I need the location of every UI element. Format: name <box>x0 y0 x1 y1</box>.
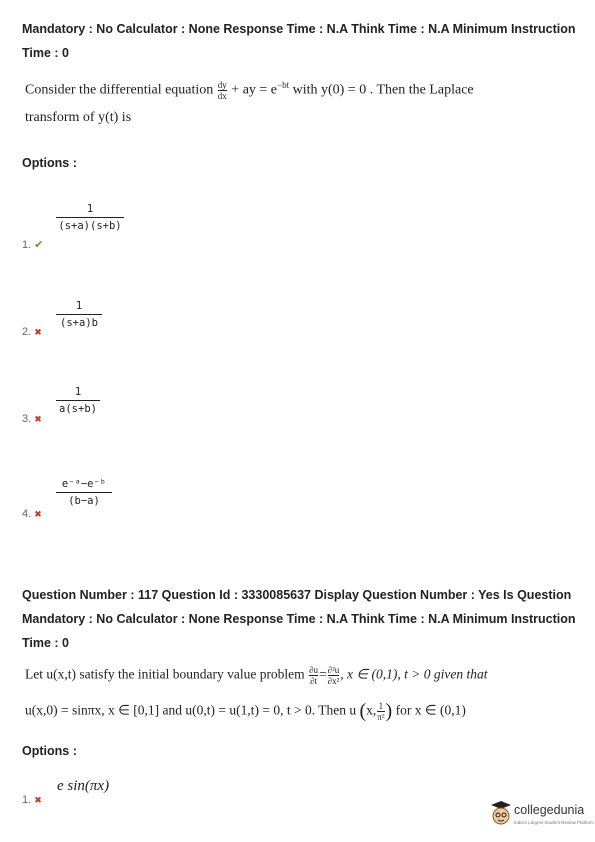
q117-line2-b: for x ∈ (0,1) <box>395 702 466 718</box>
q116-option1-fraction <box>56 203 124 232</box>
logo-tagline: India's Largest Student Review Platform <box>514 820 594 825</box>
q116-option3-fraction <box>56 386 100 415</box>
q117-option1-text: e sin(πx) <box>57 778 110 794</box>
q117-arg-fraction <box>377 701 384 722</box>
q116-option4[interactable] <box>22 508 42 520</box>
q116-option1-numerator: 1 <box>86 203 94 215</box>
q117-options-label: Options : <box>22 744 77 758</box>
q116-question-line2: transform of y(t) is <box>25 110 132 125</box>
q117-meta-line1: Question Number : 117 Question Id : 3330085637 Display Question Number : Yes Is Question <box>22 588 572 602</box>
q116-option2-number: 2. <box>22 326 32 338</box>
collegedunia-logo <box>490 798 594 832</box>
q116-option3-numerator: 1 <box>74 386 82 398</box>
q117-meta-line3: Time : 0 <box>22 636 70 650</box>
q116-option1-denominator: (s+a)(s+b) <box>56 217 124 232</box>
q116-frac-den: dx <box>217 91 227 101</box>
q117-pd2-den: ∂x² <box>327 676 340 686</box>
cross-icon: ✖ <box>34 327 42 337</box>
q116-option3[interactable] <box>22 413 42 425</box>
q116-text-a: Consider the differential equation <box>25 82 214 98</box>
q116-option2[interactable] <box>22 326 42 338</box>
q116-text-c: with y(0) = 0 . Then the Laplace <box>292 82 474 98</box>
q116-question-line1 <box>25 80 474 101</box>
q116-option4-fraction <box>56 478 112 507</box>
q116-option4-numerator: e⁻ᵃ−e⁻ᵇ <box>61 478 107 490</box>
cross-icon: ✖ <box>34 414 42 424</box>
q116-dydx-fraction <box>218 80 227 101</box>
q116-option3-denominator: a(s+b) <box>56 400 100 415</box>
q116-option1-number: 1. <box>22 239 32 251</box>
q117-meta-line2: Mandatory : No Calculator : None Response Time : N.A Think Time : N.A Minimum Instruction <box>22 612 576 626</box>
q117-option1[interactable] <box>22 794 42 806</box>
q117-partial-xx-fraction <box>328 665 340 686</box>
q116-option1[interactable] <box>22 238 43 251</box>
q117-question-line2: u(x,0) = sinπx, x ∈ [0,1] and u(0,t) = u(1,t) = 0, t > 0. Then u (x, $\frac{1}{\text{π²}}$ ) for x ∈ (0,1) <box>25 700 466 722</box>
q117-line2-a: u(x,0) = sinπx, x ∈ [0,1] and u(0,t) = u(1,t) = 0, t > 0. Then u <box>25 702 357 718</box>
q117-pd1-den: ∂t <box>310 676 318 686</box>
q116-text-b: + ay = e <box>231 82 278 98</box>
check-icon: ✔ <box>34 239 44 251</box>
q117-option1-number: 1. <box>22 794 32 806</box>
q117-line1-a: Let u(x,t) satisfy the initial boundary value problem <box>25 666 305 682</box>
q116-meta-line1: Mandatory : No Calculator : None Response Time : N.A Think Time : N.A Minimum Instruction <box>22 22 576 36</box>
q116-meta-line2: Time : 0 <box>22 46 70 60</box>
q117-pd2-num: ∂²u <box>327 665 340 675</box>
q116-option4-number: 4. <box>22 508 32 520</box>
q116-frac-num: dy <box>217 80 227 90</box>
q116-options-label: Options : <box>22 156 77 170</box>
q116-option3-number: 3. <box>22 413 32 425</box>
q116-exponent: −bt <box>277 80 290 91</box>
q117-line1-b: , x ∈ (0,1), t > 0 given that <box>340 666 488 682</box>
q117-question-line1: Let u(x,t) satisfy the initial boundary value problem $\frac{\partial u}{\partial t}$ = $\frac{\text{∂²u}}{\text{∂x²}}$ , x ∈ (0,1), t > 0 given that <box>25 665 488 686</box>
q117-line2-arg: x, <box>366 702 377 718</box>
cross-icon: ✖ <box>34 509 42 519</box>
q117-partial-t-fraction <box>309 665 318 686</box>
q116-option2-denominator: (s+a)b <box>56 314 102 329</box>
q117-arg-den: π² <box>377 712 385 722</box>
graduate-face-icon <box>490 800 512 828</box>
q116-option4-denominator: (b−a) <box>56 492 112 507</box>
logo-name: collegedunia <box>514 803 585 817</box>
q116-option2-numerator: 1 <box>75 300 83 312</box>
q116-option2-fraction <box>56 300 102 329</box>
q117-pd1-num: ∂u <box>309 665 319 675</box>
cross-icon: ✖ <box>34 795 42 805</box>
q117-arg-num: 1 <box>378 701 384 711</box>
